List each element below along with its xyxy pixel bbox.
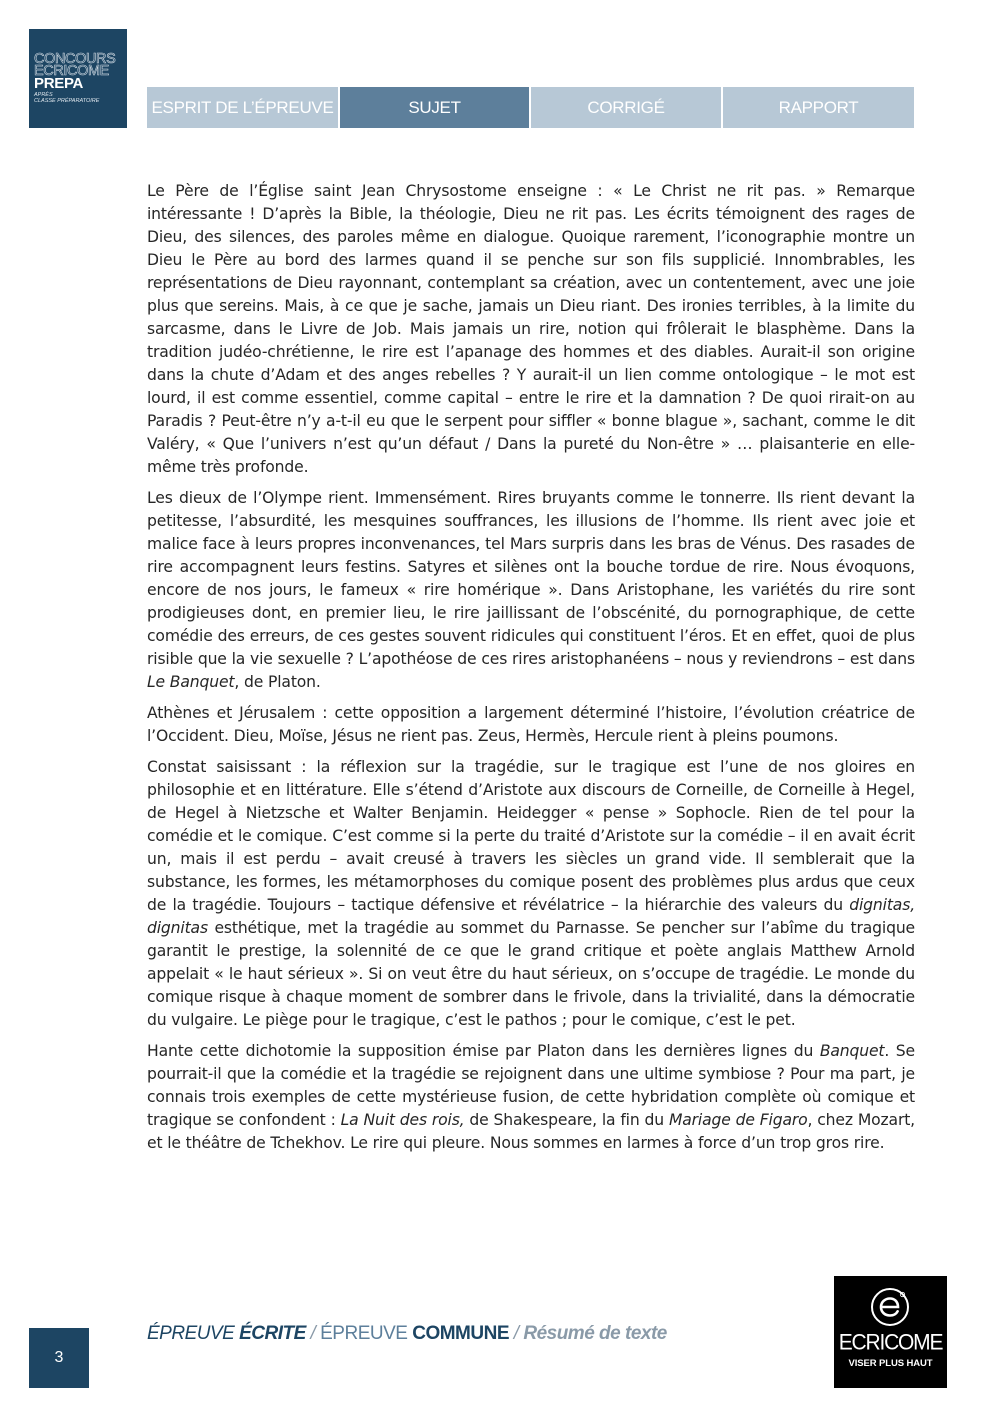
footer-resume-de-texte: Résumé de texte — [523, 1323, 667, 1344]
paragraph-5-text: Hante cette dichotomie la supposition émise par Platon dans les dernières lignes du — [147, 1042, 820, 1060]
logo-line-prepa: PREPA — [34, 75, 84, 92]
section-tabs — [147, 87, 914, 128]
logo-line-classe: CLASSE PRÉPARATOIRE — [34, 98, 100, 104]
footer-epreuve-1: ÉPREUVE — [147, 1323, 240, 1344]
paragraph-2-title: Le Banquet — [147, 673, 235, 691]
paragraph-4-text: Constat saisissant : la réflexion sur la tragédie, sur le tragique est l’une de nos gloires en philosophie et en littérature. Elle s’étend d’Aristote aux discours de Corneille, de Corneille à Hegel, de Hegel à Nietzsche et Walter Benjamin. Heidegger « pense » Sophocle. Rien de tel pour la comédie et le comique. C’est comme si la perte du traité d’Aristote sur la comédie – il en avait écrit un, mais il est perdu – avait creusé à travers les siècles un grand vide. Il semblerait que la substance, les formes, les métamorphoses du comique posent des problèmes plus ardus que ceux de la tragédie. Toujours – tactique défensive et révélatrice – la hiérarchie des valeurs du — [147, 758, 915, 914]
brand-name: ECRICOME — [838, 1330, 943, 1355]
ecricome-e-icon — [869, 1286, 911, 1328]
footer-separator-2: / — [509, 1323, 524, 1344]
ecricome-brand-logo — [834, 1276, 947, 1388]
footer-separator-1: / — [305, 1323, 321, 1344]
tab-esprit-de-l-epreuve[interactable]: ESPRIT DE L’ÉPREUVE — [147, 87, 338, 128]
paragraph-4-latin: dignitas, dignitas — [147, 896, 915, 937]
tab-sujet[interactable]: SUJET — [340, 87, 529, 128]
text-body — [147, 180, 915, 1163]
tab-rapport[interactable]: RAPPORT — [723, 87, 914, 128]
footer-exam-label — [147, 1323, 667, 1345]
concours-ecricome-prepa-logo — [29, 29, 127, 128]
paragraph-5-text-2: . Se pourrait-il que la comédie et la tragédie se rejoignent dans une ultime symbiose ? Pour ma part, je connais trois exemples de cette mystérieuse fusion, de cette hybridation complète où comique et tragique se confondent : — [147, 1042, 915, 1129]
paragraph-3: Athènes et Jérusalem : cette opposition a largement déterminé l’histoire, l’évolution créatrice de l’Occident. Dieu, Moïse, Jésus ne rient pas. Zeus, Hermès, Hercule rient à pleins poumons. — [147, 704, 915, 745]
paragraph-2 — [147, 487, 915, 694]
paragraph-4 — [147, 756, 915, 1032]
paragraph-2-end: , de Platon. — [234, 673, 321, 691]
paragraph-2-text: Les dieux de l’Olympe rient. Immensément. Rires bruyants comme le tonnerre. Ils rient devant la petitesse, l’absurdité, les mesquines souffrances, les illusions de l’homme. Ils rient avec joie et malice face à leurs propres inconvenances, tel Mars surpris dans les bras de Vénus. Des rasades de rire accompagnent leurs festins. Satyres et silènes ont la bouche tordue de rire. Nous évoquons, encore de nos jours, le fameux « rire homérique ». Dans Aristophane, les variétés du rire sont prodigieuses dont, en premier lieu, le rire jaillissant de l’obscénité, du pornographique, de cette comédie des erreurs, de ces gestes souvent ridicules qui constituent l’éros. Et en effet, quoi de plus risible que la vie sexuelle ? L’apothéose de ces rires aristophanéens – nous y reviendrons – est dans — [147, 489, 915, 668]
logo-line-ecricome: ECRICOME — [34, 63, 109, 79]
paragraph-4-end: esthétique, met la tragédie au sommet du Parnasse. Se pencher sur l’abîme du tragique garantit le prestige, la solennité de ce que le grand critique et poète anglais Matthew Arnold appelait « le haut sérieux ». Si on veut être du haut sérieux, on s’occupe de tragédie. Le monde du comique risque à chaque moment de sombrer dans le frivole, dans la trivialité, dans la démocratie du vulgaire. Le piège pour le tragique, c’est le pathos ; pour le comique, c’est le pet. — [147, 919, 915, 1029]
logo-line-apres: APRÈS — [34, 92, 53, 98]
paragraph-5-text-3: de Shakespeare, la fin du — [464, 1111, 669, 1129]
footer-epreuve-2: ÉPREUVE — [320, 1323, 413, 1344]
paragraph-5 — [147, 1040, 915, 1155]
paragraph-5-title-figaro: Mariage de Figaro — [668, 1111, 808, 1129]
logo-line-concours: CONCOURS — [34, 51, 116, 67]
tab-corrige[interactable]: CORRIGÉ — [531, 87, 721, 128]
paragraph-5-end: , chez Mozart, et le théâtre de Tchekhov. Le rire qui pleure. Nous sommes en larmes à force d’un trop gros rire. — [147, 1111, 915, 1152]
paragraph-1: Le Père de l’Église saint Jean Chrysostome enseigne : « Le Christ ne rit pas. » Remarque intéressante ! D’après la Bible, la théologie, Dieu ne rit pas. Les écrits témoignent des rages de Dieu, des silences, des paroles même en dialogue. Quoique rarement, l’iconographie montre un Dieu le Père au bord des larmes quand il se penche sur son fils supplicié. Innombrables, les représentations de Dieu rayonnant, contemplant sa création, avec un contentement, avec une joie plus que sereins. Mais, à ce que je sache, jamais un Dieu riant. Des ironies terribles, à la limite du sarcasme, dans le Livre de Job. Mais jamais un rire, notion qui frôlerait le blasphème. Dans la tradition judéo-chrétienne, le rire est l’apanage des hommes et des diables. Aurait-il son origine dans la chute d’Adam et des anges rebelles ? Y aurait-il un lien comme ontologique – le mot est lourd, il est comme essentiel, comme capital – entre le rire et la damnation ? De quoi rirait-on au Paradis ? Peut-être n’y a-t-il eu que le serpent pour siffler « bonne blague », sachant, comme le dit Valéry, « Que l’univers n’est qu’un défaut / Dans la pureté du Non-être » … plaisanterie en elle-même très profonde. — [147, 182, 915, 476]
footer-ecrite: ÉCRITE — [239, 1323, 306, 1344]
footer-commune: COMMUNE — [412, 1323, 509, 1344]
paragraph-5-title-nuit: La Nuit des rois, — [340, 1111, 465, 1129]
brand-slogan: VISER PLUS HAUT — [848, 1358, 933, 1369]
paragraph-5-title-banquet: Banquet — [819, 1042, 885, 1060]
page-number: 3 — [29, 1328, 89, 1388]
